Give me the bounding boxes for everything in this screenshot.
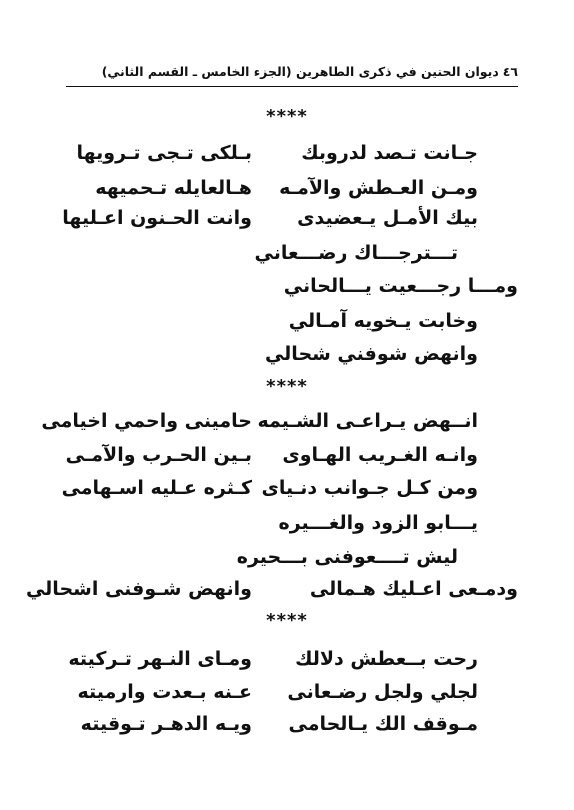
verse-second-hemistich: عـنه بـعدت وارميته bbox=[77, 681, 252, 703]
verse-second-hemistich: هـالعايله تـحميهه bbox=[95, 177, 252, 199]
refrain-line: تـــترجـــاك رضـــعاني bbox=[254, 242, 458, 264]
verse-second-hemistich: بـلكى تـجى تـرويها bbox=[76, 142, 252, 164]
stanza-separator: **** bbox=[266, 610, 308, 631]
verse-second-hemistich: ويـه الدهـر تـوقيته bbox=[80, 713, 252, 735]
refrain-line: وانهض شـوفنى اشحالي bbox=[25, 578, 252, 600]
refrain-line: ودمـعى اعـليك هـمالى bbox=[309, 578, 518, 600]
verse-second-hemistich: حامينى واحمي اخيامى bbox=[41, 410, 252, 432]
verse-second-hemistich: بـين الحـرب والآمـى bbox=[65, 444, 252, 466]
page-header bbox=[66, 60, 518, 82]
header-title: ديوان الحنين في ذكرى الطاهرين (الجزء الخامس ـ القسم الثاني) bbox=[101, 63, 499, 79]
verse-first-hemistich: مـوقف الك يـالحامى bbox=[288, 713, 478, 735]
verse-second-hemistich: ومـاى النـهر تـركيته bbox=[68, 648, 252, 670]
verse-second-hemistich: كـثره عـليه اسـهامى bbox=[61, 477, 252, 499]
stanza-separator: **** bbox=[266, 106, 308, 127]
refrain-line: ليش تــــعوفنى بـــحيره bbox=[236, 546, 458, 568]
verse-first-hemistich: انــهض يـراعـى الشـيمه bbox=[257, 410, 478, 432]
verse-second-hemistich: وانت الحـنون اعـليها bbox=[62, 207, 252, 229]
refrain-line: يـــابو الزود والغـــيره bbox=[278, 512, 478, 534]
verse-first-hemistich: بيك الأمـل يـعضيدى bbox=[297, 207, 478, 229]
verse-first-hemistich: لجلي ولجل رضـعانى bbox=[287, 681, 478, 703]
stanza-separator: **** bbox=[266, 376, 308, 397]
verse-first-hemistich: وانـه الغـريب الهـاوى bbox=[282, 444, 478, 466]
page-number: ٤٦ bbox=[502, 63, 518, 79]
verse-first-hemistich: رحت بــعطش دلالك bbox=[295, 648, 478, 670]
refrain-line: ومـــا رجـــعيت يـــالحاني bbox=[283, 275, 518, 297]
verse-first-hemistich: ومن كـل جـوانب دنـياى bbox=[261, 477, 478, 499]
refrain-line: وانهض شوفني شحالي bbox=[264, 343, 478, 365]
verse-first-hemistich: ومـن العـطش والآمـه bbox=[279, 177, 478, 199]
refrain-line: وخابت يـخويه آمـالي bbox=[288, 310, 478, 332]
header-rule bbox=[66, 86, 518, 87]
verse-first-hemistich: جـانت تـصد لدروبك bbox=[301, 142, 478, 164]
